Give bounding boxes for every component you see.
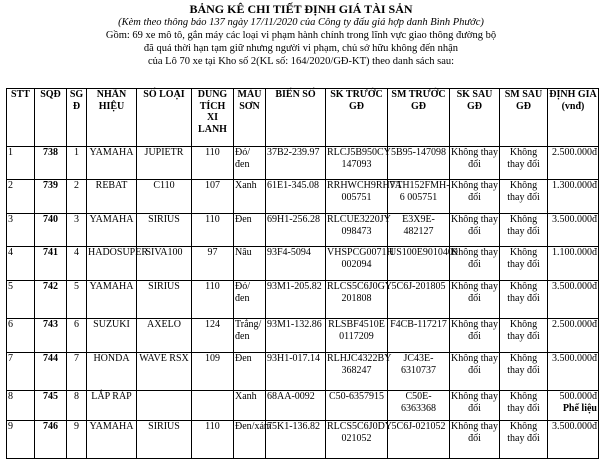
cell-cc — [192, 391, 234, 421]
header-cc: DUNG TÍCH XI LANH — [192, 89, 234, 147]
cell-sm-after: Không thay đổi — [500, 247, 548, 281]
cell-stt: 7 — [7, 353, 35, 391]
cell-sqd: 741 — [35, 247, 67, 281]
table-row — [7, 214, 599, 247]
cell-cc: 109 — [192, 353, 234, 391]
cell-model: SIVA100 — [137, 247, 192, 281]
cell-plate: 69H1-256.28 — [266, 214, 326, 247]
cell-color: Xanh — [234, 391, 266, 421]
cell-price — [548, 391, 599, 421]
cell-stt: 2 — [7, 180, 35, 214]
cell-plate: 75K1-136.82 — [266, 421, 326, 459]
cell-color: Trắng/đen — [234, 319, 266, 353]
cell-sgd: 9 — [67, 421, 87, 459]
table-row — [7, 281, 599, 319]
cell-sk-before: RLCS5C6J0GY 201808 — [326, 281, 388, 319]
cell-price: 3.500.000đ — [548, 214, 599, 247]
table-row — [7, 353, 599, 391]
cell-sm-after: Không thay đổi — [500, 421, 548, 459]
table-row — [7, 180, 599, 214]
cell-sk-after: Không thay đổi — [450, 247, 500, 281]
cell-color: Đen — [234, 214, 266, 247]
cell-plate: 61E1-345.08 — [266, 180, 326, 214]
cell-model: SIRIUS — [137, 421, 192, 459]
cell-cc: 124 — [192, 319, 234, 353]
cell-sm-before: F4CB-117217 — [388, 319, 450, 353]
document-page — [0, 3, 602, 446]
cell-sm-after: Không thay đổi — [500, 319, 548, 353]
cell-sgd: 6 — [67, 319, 87, 353]
cell-model: SIRIUS — [137, 214, 192, 247]
cell-color: Đỏ/đen — [234, 147, 266, 180]
cell-color: Nâu — [234, 247, 266, 281]
cell-sk-before: RRHWCH9RH7A 005751 — [326, 180, 388, 214]
table-row — [7, 391, 599, 421]
cell-model — [137, 391, 192, 421]
cell-stt: 4 — [7, 247, 35, 281]
cell-sk-before: RLHJC4322BY 368247 — [326, 353, 388, 391]
cell-model: C110 — [137, 180, 192, 214]
cell-sgd: 5 — [67, 281, 87, 319]
document-subtitle: (Kèm theo thông báo 137 ngày 17/11/2020 của Công ty đấu giá hợp danh Bình Phước) — [118, 17, 484, 28]
cell-sk-before: RLCS5C6J0DY 021052 — [326, 421, 388, 459]
cell-cc: 110 — [192, 421, 234, 459]
document-header — [0, 3, 602, 68]
cell-sqd: 743 — [35, 319, 67, 353]
cell-sgd: 7 — [67, 353, 87, 391]
intro-line-3: của Lô 70 xe tại Kho số 2(KL số: 164/2020/GĐ-KT) theo danh sách sau: — [147, 56, 455, 67]
cell-sqd: 742 — [35, 281, 67, 319]
cell-cc: 110 — [192, 214, 234, 247]
cell-stt: 1 — [7, 147, 35, 180]
cell-sm-before: JC43E-6310737 — [388, 353, 450, 391]
cell-price: 3.500.000đ — [548, 281, 599, 319]
cell-sm-after: Không thay đổi — [500, 147, 548, 180]
table-row — [7, 247, 599, 281]
cell-sm-after: Không thay đổi — [500, 214, 548, 247]
header-sqd: SQĐ — [35, 89, 67, 147]
cell-plate: 93M1-132.86 — [266, 319, 326, 353]
cell-brand: YAMAHA — [87, 214, 137, 247]
cell-cc: 107 — [192, 180, 234, 214]
table-header-row — [7, 89, 599, 147]
intro-line-1: Gồm: 69 xe mô tô, gắn máy các loại vi phạm hành chính trong lĩnh vực giao thông đường bộ — [105, 30, 497, 41]
header-sgd: SG Đ — [67, 89, 87, 147]
cell-color: Đen — [234, 353, 266, 391]
cell-sm-before: C50E-6363368 — [388, 391, 450, 421]
header-sm-after: SM SAU GĐ — [500, 89, 548, 147]
cell-sk-after: Không thay đổi — [450, 391, 500, 421]
cell-sk-after: Không thay đổi — [450, 147, 500, 180]
cell-sm-after: Không thay đổi — [500, 391, 548, 421]
cell-sm-before: 5C6J-021052 — [388, 421, 450, 459]
cell-sgd: 8 — [67, 391, 87, 421]
cell-cc: 97 — [192, 247, 234, 281]
header-plate: BIỂN SỐ — [266, 89, 326, 147]
cell-color: Đỏ/đen — [234, 281, 266, 319]
cell-sm-before: 5B95-147098 — [388, 147, 450, 180]
cell-plate: 93F4-5094 — [266, 247, 326, 281]
table-row — [7, 147, 599, 180]
cell-price: 3.500.000đ — [548, 353, 599, 391]
cell-plate: 93M1-205.82 — [266, 281, 326, 319]
intro-line-2: đã quá thời hạn tạm giữ nhưng người vi phạm, chủ sở hữu không đến nhận — [143, 43, 459, 54]
cell-sm-before: VTH152FMH-6 005751 — [388, 180, 450, 214]
cell-sqd: 745 — [35, 391, 67, 421]
cell-cc: 110 — [192, 147, 234, 180]
cell-sk-after: Không thay đổi — [450, 421, 500, 459]
cell-sqd: 739 — [35, 180, 67, 214]
cell-sgd: 3 — [67, 214, 87, 247]
cell-sk-after: Không thay đổi — [450, 214, 500, 247]
cell-model: WAVE RSX — [137, 353, 192, 391]
cell-brand: YAMAHA — [87, 421, 137, 459]
price-value: 500.000đ — [559, 391, 597, 402]
cell-price: 2.500.000đ — [548, 319, 599, 353]
cell-model: JUPIETR — [137, 147, 192, 180]
cell-sqd: 740 — [35, 214, 67, 247]
cell-brand: LẮP RÁP — [87, 391, 137, 421]
cell-sqd: 744 — [35, 353, 67, 391]
cell-cc: 110 — [192, 281, 234, 319]
header-price: ĐỊNH GIÁ (vnđ) — [548, 89, 599, 147]
cell-sk-before: RLCJ5B950CY 147093 — [326, 147, 388, 180]
cell-sk-before: RLCUE3220JY 098473 — [326, 214, 388, 247]
cell-sk-before: VHSPCG0071H 002094 — [326, 247, 388, 281]
header-color: MÀU SƠN — [234, 89, 266, 147]
cell-sk-after: Không thay đổi — [450, 353, 500, 391]
cell-stt: 5 — [7, 281, 35, 319]
cell-sm-before: 5C6J-201805 — [388, 281, 450, 319]
cell-sgd: 1 — [67, 147, 87, 180]
cell-brand: REBAT — [87, 180, 137, 214]
header-stt: STT — [7, 89, 35, 147]
header-sk-before: SK TRƯỚC GĐ — [326, 89, 388, 147]
cell-sm-before: E3X9E-482127 — [388, 214, 450, 247]
cell-plate: 37B2-239.97 — [266, 147, 326, 180]
document-title: BẢNG KÊ CHI TIẾT ĐỊNH GIÁ TÀI SẢN — [189, 2, 413, 16]
cell-brand: YAMAHA — [87, 147, 137, 180]
cell-plate: 68AA-0092 — [266, 391, 326, 421]
cell-model: SIRIUS — [137, 281, 192, 319]
cell-stt: 6 — [7, 319, 35, 353]
cell-price: 3.500.000đ — [548, 421, 599, 459]
asset-table — [6, 88, 599, 459]
table-row — [7, 421, 599, 459]
table-row — [7, 319, 599, 353]
cell-sk-after: Không thay đổi — [450, 319, 500, 353]
cell-brand: SUZUKI — [87, 319, 137, 353]
cell-sk-after: Không thay đổi — [450, 281, 500, 319]
cell-brand: HONDA — [87, 353, 137, 391]
cell-sqd: 746 — [35, 421, 67, 459]
cell-plate: 93H1-017.14 — [266, 353, 326, 391]
cell-brand: HADOSUPER — [87, 247, 137, 281]
cell-stt: 9 — [7, 421, 35, 459]
cell-price: 2.500.000đ — [548, 147, 599, 180]
header-sm-before: SM TRƯỚC GĐ — [388, 89, 450, 147]
cell-sm-before: US100E9010409 — [388, 247, 450, 281]
cell-sm-after: Không thay đổi — [500, 281, 548, 319]
cell-price: 1.100.000đ — [548, 247, 599, 281]
header-model: SỐ LOẠI — [137, 89, 192, 147]
cell-sgd: 2 — [67, 180, 87, 214]
cell-sk-after: Không thay đổi — [450, 180, 500, 214]
cell-sqd: 738 — [35, 147, 67, 180]
cell-sgd: 4 — [67, 247, 87, 281]
header-brand: NHÃN HIỆU — [87, 89, 137, 147]
cell-stt: 8 — [7, 391, 35, 421]
cell-color: Đen/xám — [234, 421, 266, 459]
cell-color: Xanh — [234, 180, 266, 214]
price-note: Phế liệu — [562, 402, 597, 414]
cell-price: 1.300.000đ — [548, 180, 599, 214]
cell-stt: 3 — [7, 214, 35, 247]
header-sk-after: SK SAU GĐ — [450, 89, 500, 147]
cell-sk-before: RLSBF4510E 0117209 — [326, 319, 388, 353]
cell-brand: YAMAHA — [87, 281, 137, 319]
cell-sm-after: Không thay đổi — [500, 180, 548, 214]
cell-sm-after: Không thay đổi — [500, 353, 548, 391]
cell-sk-before: C50-6357915 — [326, 391, 388, 421]
cell-model: AXELO — [137, 319, 192, 353]
